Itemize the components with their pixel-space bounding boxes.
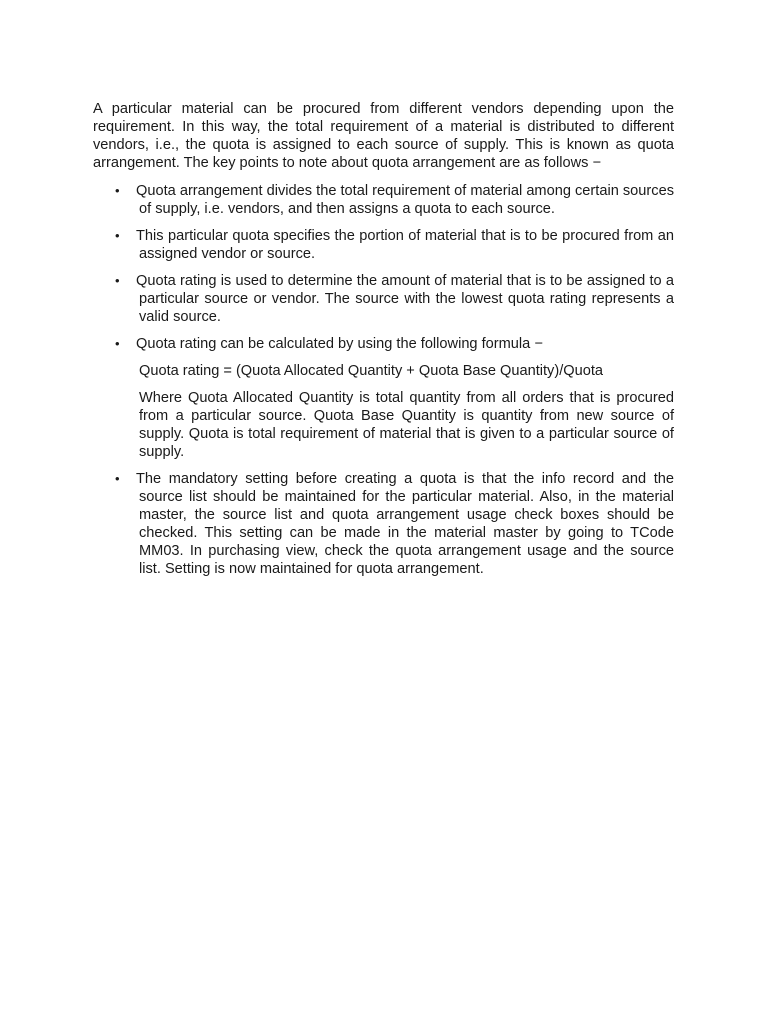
bullet-text: The mandatory setting before creating a quota is that the info record and the source list should be maintained for the particular material. Also, in the material master, the source list and quota arrangement usage check boxes should be checked. This setting can be made in the material master by going to TCode MM03. In purchasing view, check the quota arrangement usage and the source list. Setting is now maintained for quota arrangement. (136, 471, 674, 577)
bullet-icon: • (115, 273, 120, 288)
bullet-text: Quota arrangement divides the total requirement of material among certain sources of supply, i.e. vendors, and then assigns a quota to each source. (136, 183, 674, 217)
document-page (93, 100, 674, 587)
bullet-icon: • (115, 183, 120, 198)
bullet-icon: • (115, 471, 120, 486)
formula-explanation: Where Quota Allocated Quantity is total quantity from all orders that is procured from a particular source. Quota Base Quantity is quantity from new source of supply. Quota is total requirement of material that is given to a particular source of supply. (139, 390, 674, 460)
list-item (93, 182, 674, 218)
bullet-text: This particular quota specifies the portion of material that is to be procured from an assigned vendor or source. (136, 228, 674, 262)
list-item (93, 272, 674, 326)
list-item (93, 227, 674, 263)
bullet-icon: • (115, 228, 120, 243)
list-item (93, 470, 674, 578)
key-points-list (93, 182, 674, 578)
quota-rating-formula: Quota rating = (Quota Allocated Quantity + Quota Base Quantity)/Quota (139, 363, 604, 379)
bullet-text: Quota rating is used to determine the amount of material that is to be assigned to a particular source or vendor. The source with the lowest quota rating represents a valid source. (136, 273, 674, 325)
list-item (93, 335, 674, 461)
bullet-icon: • (115, 336, 120, 351)
bullet-text: Quota rating can be calculated by using the following formula − (136, 336, 543, 352)
intro-paragraph: A particular material can be procured from different vendors depending upon the requirement. In this way, the total requirement of a material is distributed to different vendors, i.e., the quota is assigned to each source of supply. This is known as quota arrangement. The key points to note about quota arrangement are as follows − (93, 101, 674, 171)
